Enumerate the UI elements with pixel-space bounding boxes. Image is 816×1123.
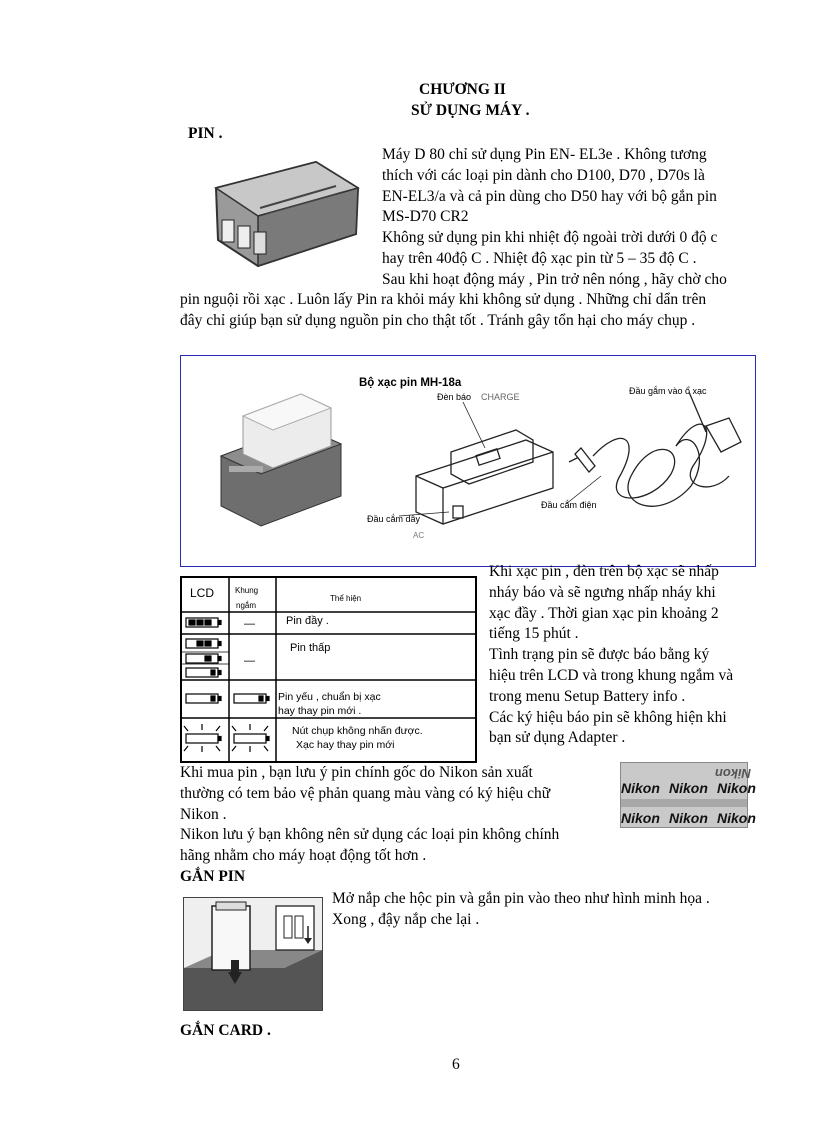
label-plug: Đầu gắm vào ổ xạc: [629, 386, 707, 396]
battery-illustration: [196, 148, 366, 280]
row-full: Pin đầy .: [286, 615, 329, 627]
insert-pin-illustration: [183, 897, 323, 1011]
svg-text:Nikon: Nikon: [669, 780, 708, 796]
label-power: Đầu cắm điện: [541, 500, 597, 510]
lcd-table: [180, 576, 477, 763]
charger-drawing-icon: [399, 402, 553, 524]
row-empty-1: Nút chụp không nhấn được.: [292, 725, 423, 737]
col-frame-1: Khung: [235, 586, 259, 595]
pin-paragraph-right: Máy D 80 chỉ sử dụng Pin EN- EL3e . Không tương thích với các loại pin dành cho D100, D70 , D70s là EN-EL3/a và cả pin dùng cho D50 hay với bộ gắn pin MS-D70 CR2 Không sử dụng pin khi nhiệt độ ngoài trời dưới 0 độ c hay trên 40độ C . Nhiệt độ xạc pin từ 5 – 35 độ C . Sau khi hoạt động máy , Pin trở nên nóng , hãy chờ cho: [382, 146, 727, 288]
battery-three-quarter-icon: [186, 639, 221, 648]
insert-pin-heading: GẮN PIN: [180, 868, 246, 885]
battery-low-icon: [186, 668, 221, 677]
insert-pin-paragraph: Mở nắp che hộc pin và gắn pin vào theo như hình minh họa . Xong , đậy nắp che lại .: [332, 890, 710, 928]
pin-paragraph-full: pin nguội rồi xạc . Luôn lấy Pin ra khỏi máy khi không sử dụng . Những chỉ dẩn trên đây chỉ giúp bạn sử dụng nguồn pin cho thật tốt . Tránh gây tổn hại cho máy chụp .: [180, 291, 707, 329]
chapter-title: CHƯƠNG II: [419, 81, 506, 98]
col-display: Thể hiện: [330, 594, 362, 603]
cord-icon: [566, 392, 741, 506]
battery-half-icon: [186, 654, 221, 663]
row-empty-2: Xạc hay thay pin mới: [296, 739, 395, 751]
chapter-subtitle: SỬ DỤNG MÁY .: [411, 102, 530, 119]
svg-text:Nikon: Nikon: [669, 810, 708, 826]
svg-text:Nikon: Nikon: [717, 780, 756, 796]
genuine-paragraph: Khi mua pin , bạn lưu ý pin chính gốc do Nikon sản xuất thường có tem bảo vệ phản quang màu vàng có ký hiệu chữ Nikon . Nikon lưu ý bạn không nên sử dụng các loại pin không chính hãng nhằm cho máy hoạt động tốt hơn .: [180, 764, 560, 865]
hologram-icon: [621, 763, 756, 827]
charger-figure: [180, 355, 756, 567]
label-light: Đèn báo: [437, 392, 472, 402]
dash-1: —: [244, 618, 255, 630]
row-low: Pin thấp: [290, 642, 331, 654]
row-weak-2: hay thay pin mới .: [278, 705, 362, 717]
dash-2: —: [244, 655, 255, 667]
svg-text:Nikon: Nikon: [621, 780, 660, 796]
svg-text:Nikon: Nikon: [714, 766, 751, 781]
label-charge: CHARGE: [481, 392, 520, 402]
charger-photo-icon: [221, 394, 341, 526]
nikon-hologram-label: [620, 762, 756, 828]
pin-heading: PIN .: [188, 125, 223, 142]
col-lcd: LCD: [190, 586, 215, 600]
page-number: 6: [452, 1056, 460, 1073]
battery-icon: [196, 148, 366, 280]
row-weak-1: Pin yếu , chuẩn bị xạc: [278, 691, 381, 703]
col-frame-2: ngắm: [236, 601, 257, 610]
charger-diagram: [181, 356, 755, 566]
svg-text:Nikon: Nikon: [717, 810, 756, 826]
charger-title: Bộ xạc pin MH-18a: [359, 377, 462, 389]
svg-text:Nikon: Nikon: [621, 810, 660, 826]
charging-paragraph: Khi xạc pin , đèn trên bộ xạc sẽ nhấp nháy báo và sẽ ngưng nhấp nháy khi xạc đầy . Thời gian xạc pin khoảng 2 tiếng 15 phút . Tình trạng pin sẽ được báo bằng ký hiệu trên LCD và trong khung ngắm và trong menu Setup Battery info . Các ký hiệu báo pin sẽ không hiện khi bạn sử dụng Adapter .: [489, 563, 734, 747]
insert-battery-icon: [184, 898, 322, 1010]
battery-full-icon: [186, 618, 221, 627]
label-dc: Đầu cắm dây: [367, 514, 421, 524]
insert-card-heading: GẮN CARD .: [180, 1022, 271, 1039]
label-ac: AC: [413, 531, 425, 540]
